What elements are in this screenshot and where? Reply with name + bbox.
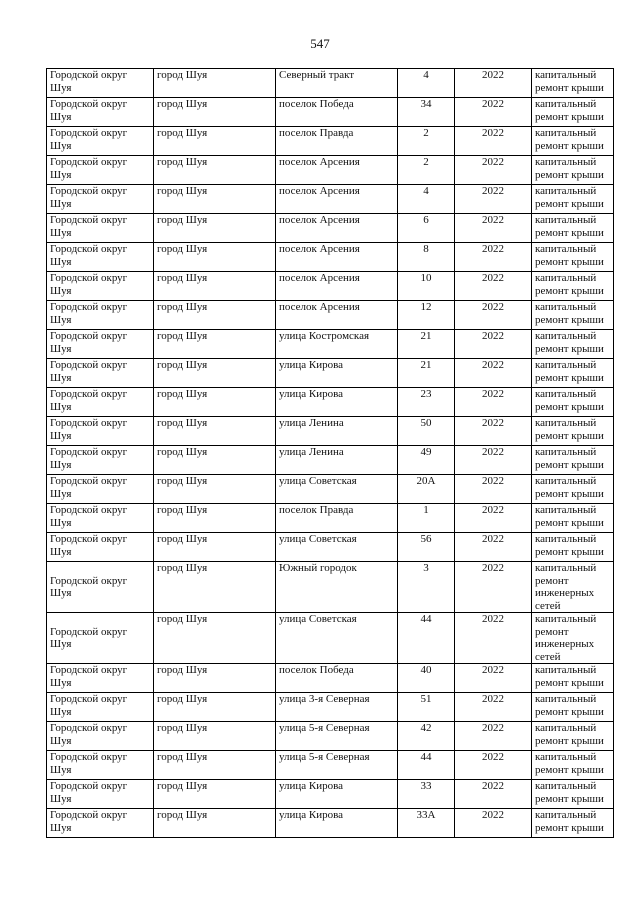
work-type-cell: капитальный ремонт крыши (532, 693, 614, 722)
house-number-cell: 6 (398, 214, 455, 243)
city-cell: город Шуя (154, 359, 276, 388)
table-row (47, 751, 614, 780)
house-number-cell: 44 (398, 613, 455, 664)
table-row (47, 98, 614, 127)
work-type-cell: капитальный ремонт крыши (532, 722, 614, 751)
street-cell: Южный городок (276, 562, 398, 613)
work-type-cell: капитальный ремонт крыши (532, 664, 614, 693)
street-cell: поселок Победа (276, 98, 398, 127)
repair-schedule-table (46, 68, 614, 838)
municipality-cell: Городской округ Шуя (47, 664, 154, 693)
table-row (47, 722, 614, 751)
municipality-cell: Городской округ Шуя (47, 243, 154, 272)
year-cell: 2022 (455, 301, 532, 330)
work-type-cell: капитальный ремонт крыши (532, 69, 614, 98)
city-cell: город Шуя (154, 417, 276, 446)
municipality-cell: Городской округ Шуя (47, 562, 154, 613)
work-type-cell: капитальный ремонт крыши (532, 330, 614, 359)
year-cell: 2022 (455, 475, 532, 504)
city-cell: город Шуя (154, 722, 276, 751)
street-cell: поселок Арсения (276, 214, 398, 243)
street-cell: поселок Арсения (276, 301, 398, 330)
house-number-cell: 4 (398, 69, 455, 98)
year-cell: 2022 (455, 69, 532, 98)
city-cell: город Шуя (154, 475, 276, 504)
year-cell: 2022 (455, 722, 532, 751)
house-number-cell: 4 (398, 185, 455, 214)
year-cell: 2022 (455, 613, 532, 664)
house-number-cell: 3 (398, 562, 455, 613)
street-cell: поселок Арсения (276, 272, 398, 301)
municipality-cell: Городской округ Шуя (47, 475, 154, 504)
municipality-cell: Городской округ Шуя (47, 330, 154, 359)
city-cell: город Шуя (154, 243, 276, 272)
municipality-cell: Городской округ Шуя (47, 301, 154, 330)
table-row (47, 330, 614, 359)
house-number-cell: 10 (398, 272, 455, 301)
year-cell: 2022 (455, 809, 532, 838)
house-number-cell: 44 (398, 751, 455, 780)
table-row (47, 504, 614, 533)
house-number-cell: 40 (398, 664, 455, 693)
year-cell: 2022 (455, 185, 532, 214)
city-cell: город Шуя (154, 214, 276, 243)
city-cell: город Шуя (154, 301, 276, 330)
year-cell: 2022 (455, 272, 532, 301)
city-cell: город Шуя (154, 562, 276, 613)
street-cell: улица Советская (276, 613, 398, 664)
work-type-cell: капитальный ремонт крыши (532, 214, 614, 243)
work-type-cell: капитальный ремонт крыши (532, 272, 614, 301)
municipality-cell: Городской округ Шуя (47, 533, 154, 562)
work-type-cell: капитальный ремонт крыши (532, 301, 614, 330)
work-type-cell: капитальный ремонт крыши (532, 417, 614, 446)
work-type-cell: капитальный ремонт крыши (532, 533, 614, 562)
house-number-cell: 33А (398, 809, 455, 838)
table-row (47, 446, 614, 475)
year-cell: 2022 (455, 780, 532, 809)
street-cell: улица 5-я Северная (276, 751, 398, 780)
street-cell: улица Кирова (276, 359, 398, 388)
house-number-cell: 23 (398, 388, 455, 417)
municipality-cell: Городской округ Шуя (47, 780, 154, 809)
municipality-cell: Городской округ Шуя (47, 417, 154, 446)
street-cell: улица Кирова (276, 780, 398, 809)
house-number-cell: 20А (398, 475, 455, 504)
municipality-cell: Городской округ Шуя (47, 446, 154, 475)
house-number-cell: 34 (398, 98, 455, 127)
house-number-cell: 42 (398, 722, 455, 751)
city-cell: город Шуя (154, 185, 276, 214)
city-cell: город Шуя (154, 664, 276, 693)
city-cell: город Шуя (154, 809, 276, 838)
city-cell: город Шуя (154, 751, 276, 780)
table-row (47, 127, 614, 156)
work-type-cell: капитальный ремонт крыши (532, 780, 614, 809)
house-number-cell: 1 (398, 504, 455, 533)
street-cell: поселок Арсения (276, 185, 398, 214)
year-cell: 2022 (455, 446, 532, 475)
work-type-cell: капитальный ремонт крыши (532, 127, 614, 156)
street-cell: улица Ленина (276, 417, 398, 446)
work-type-cell: капитальный ремонт крыши (532, 751, 614, 780)
house-number-cell: 8 (398, 243, 455, 272)
street-cell: поселок Арсения (276, 156, 398, 185)
street-cell: поселок Победа (276, 664, 398, 693)
house-number-cell: 12 (398, 301, 455, 330)
municipality-cell: Городской округ Шуя (47, 359, 154, 388)
street-cell: улица 3-я Северная (276, 693, 398, 722)
city-cell: город Шуя (154, 533, 276, 562)
street-cell: улица 5-я Северная (276, 722, 398, 751)
work-type-cell: капитальный ремонт крыши (532, 388, 614, 417)
table-row (47, 243, 614, 272)
municipality-cell: Городской округ Шуя (47, 272, 154, 301)
house-number-cell: 33 (398, 780, 455, 809)
year-cell: 2022 (455, 214, 532, 243)
work-type-cell: капитальный ремонт инженерных сетей (532, 613, 614, 664)
table-row (47, 417, 614, 446)
table-row (47, 214, 614, 243)
year-cell: 2022 (455, 127, 532, 156)
street-cell: улица Ленина (276, 446, 398, 475)
street-cell: улица Советская (276, 533, 398, 562)
year-cell: 2022 (455, 504, 532, 533)
city-cell: город Шуя (154, 127, 276, 156)
city-cell: город Шуя (154, 613, 276, 664)
work-type-cell: капитальный ремонт крыши (532, 446, 614, 475)
house-number-cell: 21 (398, 330, 455, 359)
year-cell: 2022 (455, 533, 532, 562)
table-row (47, 613, 614, 664)
municipality-cell: Городской округ Шуя (47, 751, 154, 780)
table-row (47, 388, 614, 417)
municipality-cell: Городской округ Шуя (47, 156, 154, 185)
year-cell: 2022 (455, 751, 532, 780)
page-number: 547 (310, 36, 330, 51)
municipality-cell: Городской округ Шуя (47, 693, 154, 722)
table-row (47, 533, 614, 562)
work-type-cell: капитальный ремонт крыши (532, 98, 614, 127)
city-cell: город Шуя (154, 388, 276, 417)
year-cell: 2022 (455, 359, 532, 388)
table-row (47, 69, 614, 98)
work-type-cell: капитальный ремонт крыши (532, 475, 614, 504)
year-cell: 2022 (455, 98, 532, 127)
city-cell: город Шуя (154, 780, 276, 809)
table-row (47, 562, 614, 613)
year-cell: 2022 (455, 330, 532, 359)
municipality-cell: Городской округ Шуя (47, 127, 154, 156)
work-type-cell: капитальный ремонт крыши (532, 243, 614, 272)
table-row (47, 664, 614, 693)
table-row (47, 272, 614, 301)
year-cell: 2022 (455, 562, 532, 613)
house-number-cell: 2 (398, 127, 455, 156)
house-number-cell: 56 (398, 533, 455, 562)
municipality-cell: Городской округ Шуя (47, 69, 154, 98)
city-cell: город Шуя (154, 69, 276, 98)
work-type-cell: капитальный ремонт инженерных сетей (532, 562, 614, 613)
city-cell: город Шуя (154, 693, 276, 722)
year-cell: 2022 (455, 156, 532, 185)
year-cell: 2022 (455, 243, 532, 272)
year-cell: 2022 (455, 388, 532, 417)
table-row (47, 809, 614, 838)
year-cell: 2022 (455, 693, 532, 722)
street-cell: улица Кирова (276, 809, 398, 838)
house-number-cell: 2 (398, 156, 455, 185)
street-cell: улица Костромская (276, 330, 398, 359)
table-row (47, 475, 614, 504)
house-number-cell: 50 (398, 417, 455, 446)
city-cell: город Шуя (154, 446, 276, 475)
house-number-cell: 21 (398, 359, 455, 388)
table-row (47, 693, 614, 722)
municipality-cell: Городской округ Шуя (47, 185, 154, 214)
street-cell: поселок Правда (276, 504, 398, 533)
municipality-cell: Городской округ Шуя (47, 98, 154, 127)
municipality-cell: Городской округ Шуя (47, 214, 154, 243)
work-type-cell: капитальный ремонт крыши (532, 156, 614, 185)
municipality-cell: Городской округ Шуя (47, 504, 154, 533)
street-cell: поселок Арсения (276, 243, 398, 272)
street-cell: поселок Правда (276, 127, 398, 156)
municipality-cell: Городской округ Шуя (47, 388, 154, 417)
city-cell: город Шуя (154, 272, 276, 301)
city-cell: город Шуя (154, 504, 276, 533)
work-type-cell: капитальный ремонт крыши (532, 185, 614, 214)
work-type-cell: капитальный ремонт крыши (532, 504, 614, 533)
work-type-cell: капитальный ремонт крыши (532, 359, 614, 388)
city-cell: город Шуя (154, 330, 276, 359)
year-cell: 2022 (455, 417, 532, 446)
year-cell: 2022 (455, 664, 532, 693)
municipality-cell: Городской округ Шуя (47, 613, 154, 664)
city-cell: город Шуя (154, 156, 276, 185)
municipality-cell: Городской округ Шуя (47, 809, 154, 838)
street-cell: Северный тракт (276, 69, 398, 98)
street-cell: улица Кирова (276, 388, 398, 417)
city-cell: город Шуя (154, 98, 276, 127)
table-row (47, 301, 614, 330)
table-row (47, 780, 614, 809)
table-row (47, 359, 614, 388)
house-number-cell: 51 (398, 693, 455, 722)
work-type-cell: капитальный ремонт крыши (532, 809, 614, 838)
street-cell: улица Советская (276, 475, 398, 504)
table-row (47, 156, 614, 185)
municipality-cell: Городской округ Шуя (47, 722, 154, 751)
house-number-cell: 49 (398, 446, 455, 475)
table-row (47, 185, 614, 214)
